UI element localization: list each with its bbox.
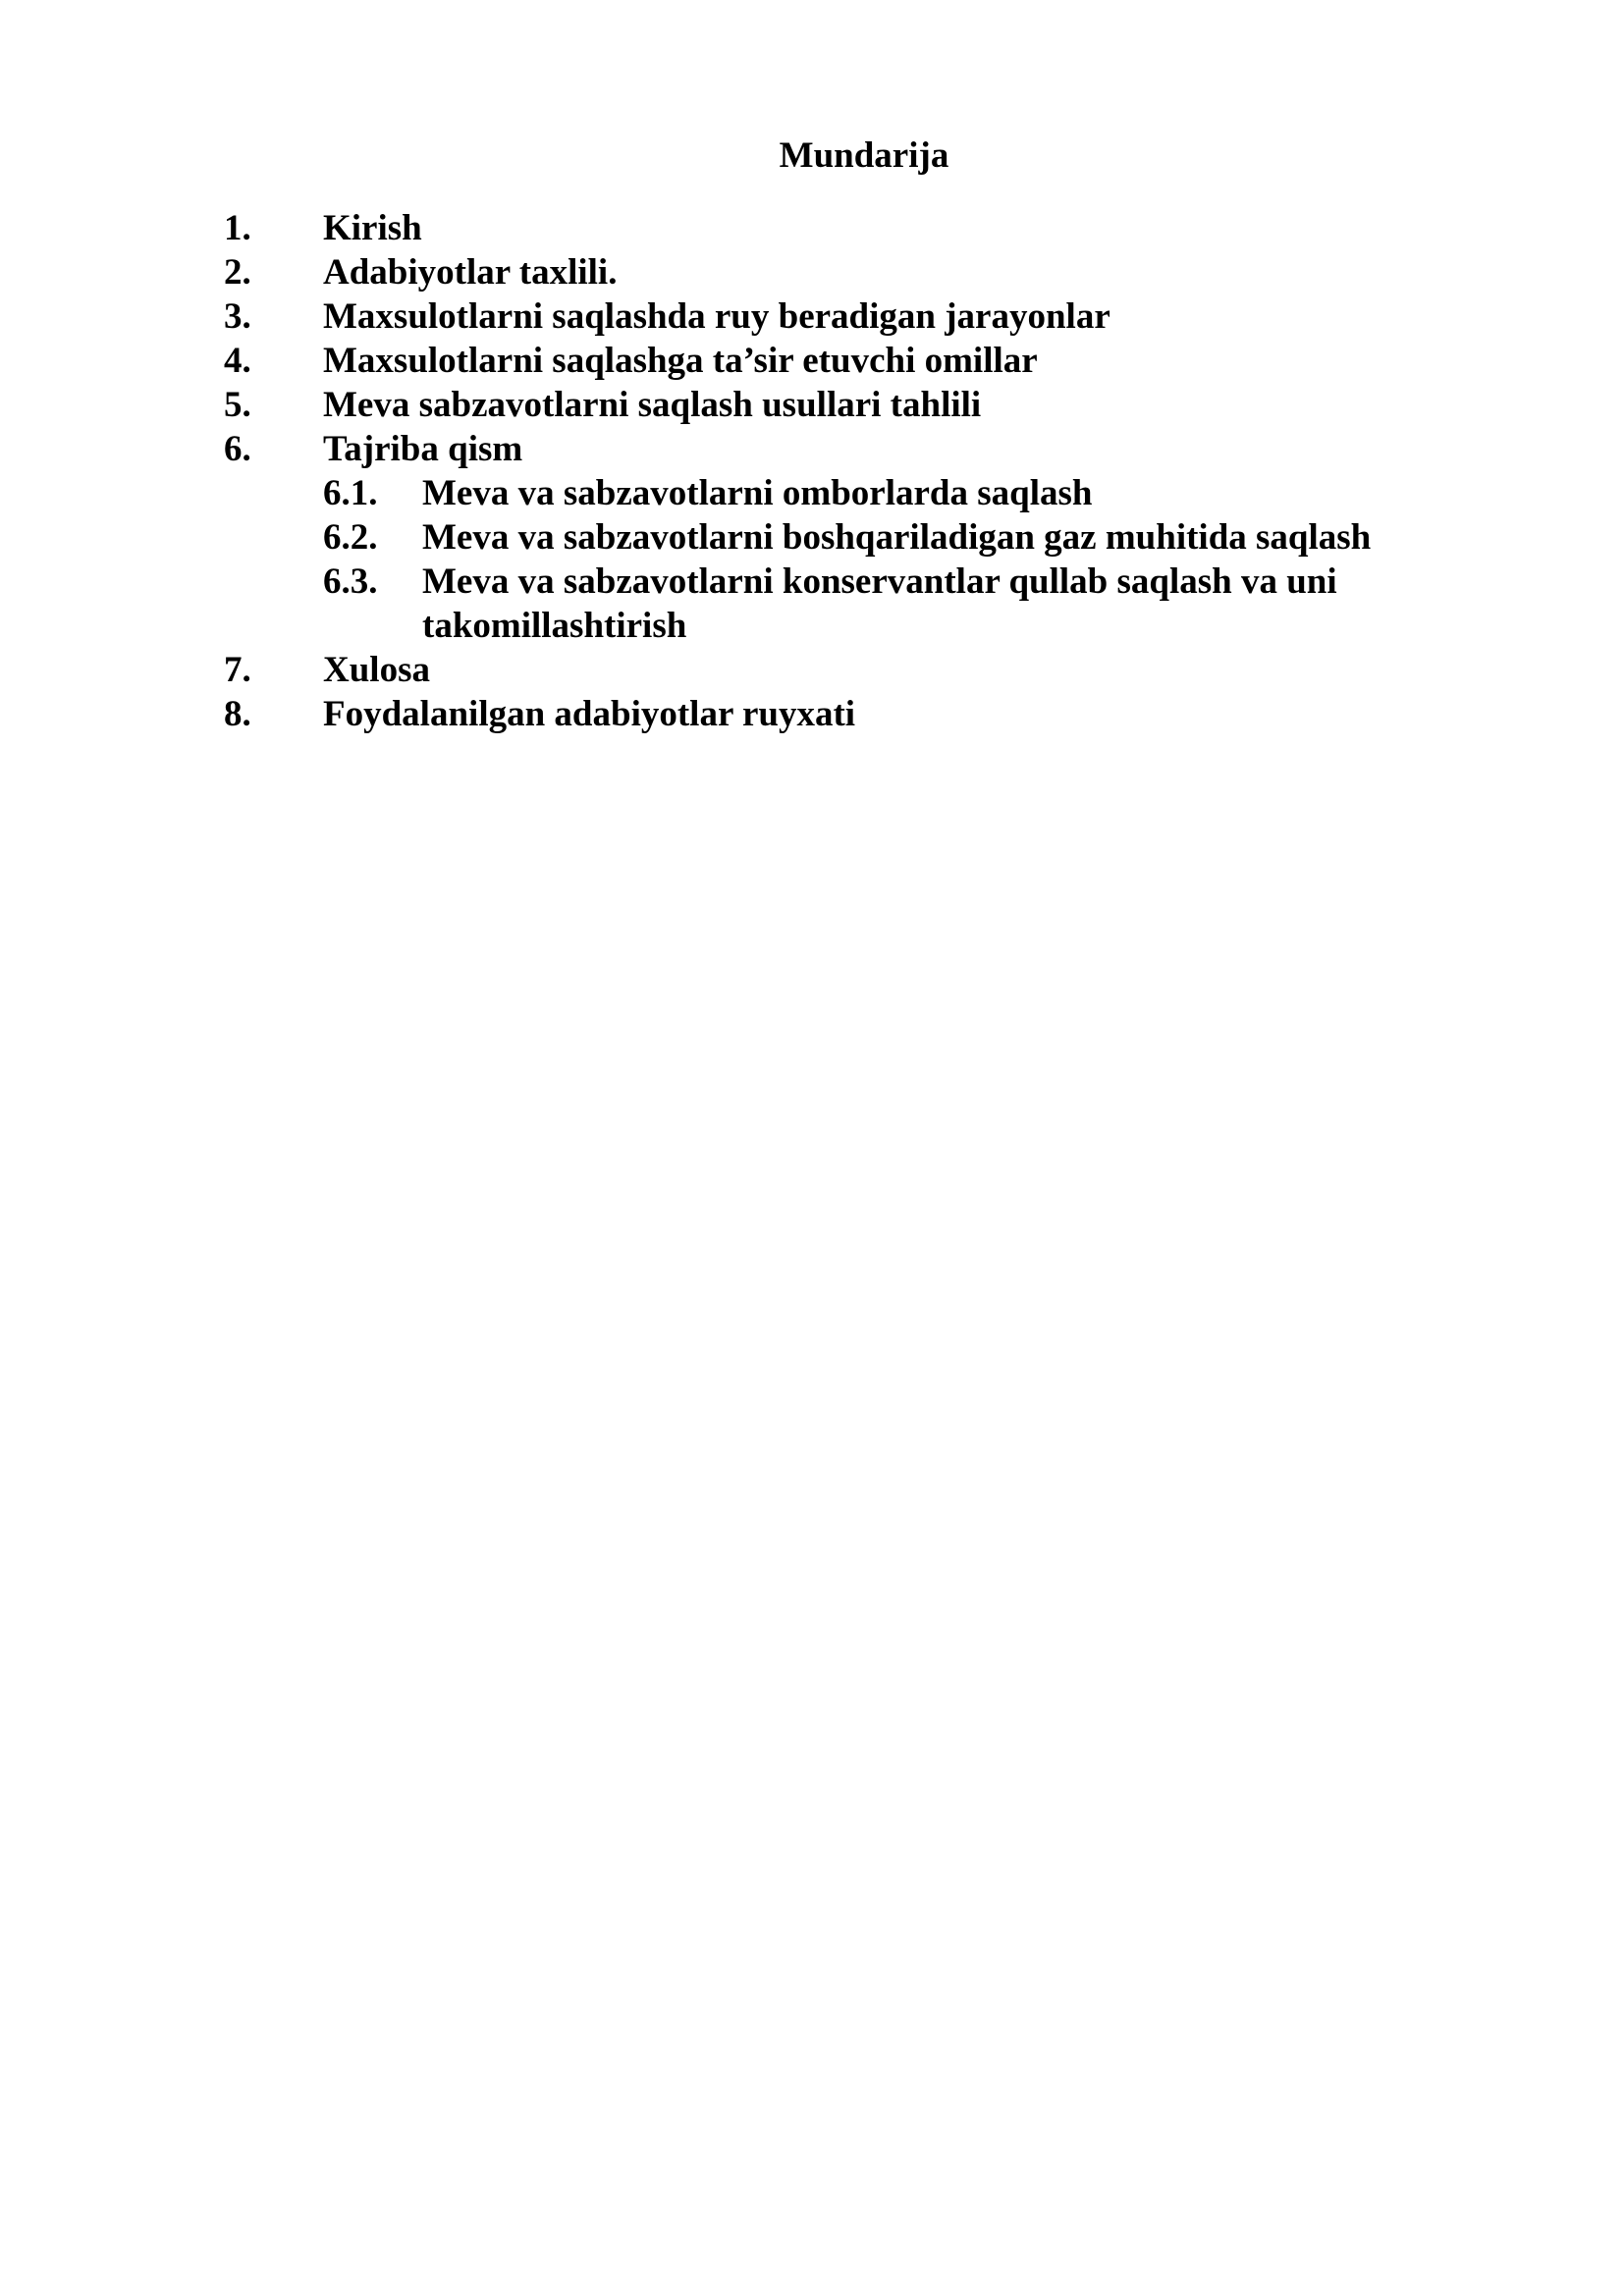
toc-item-number: 6.1. — [323, 473, 378, 513]
toc-item-title: Kirish — [323, 208, 422, 248]
toc-item-title: Tajriba qism — [323, 429, 523, 469]
toc-item-number: 6. — [224, 429, 251, 469]
toc-item-title: Maxsulotlarni saqlashga ta’sir etuvchi omillar — [323, 341, 1038, 381]
toc-item — [0, 427, 1624, 471]
toc-item-title: Meva sabzavotlarni saqlash usullari tahlili — [323, 385, 982, 425]
toc-item — [0, 383, 1624, 427]
toc-item-number: 3. — [224, 296, 251, 337]
toc-item-number: 5. — [224, 385, 251, 425]
toc-item-number: 6.3. — [323, 561, 378, 602]
toc-item-number: 7. — [224, 650, 251, 690]
toc-subitem — [0, 471, 1624, 515]
toc-item-title: Xulosa — [323, 650, 430, 690]
toc-item-title: Meva va sabzavotlarni boshqariladigan gaz muhitida saqlash — [422, 517, 1372, 558]
toc-subitem — [0, 515, 1624, 560]
toc-item — [0, 692, 1624, 736]
toc-item-title: Meva va sabzavotlarni omborlarda saqlash — [422, 473, 1093, 513]
toc-item-title: Adabiyotlar taxlili. — [323, 252, 618, 293]
toc-item-title: Foydalanilgan adabiyotlar ruyxati — [323, 694, 856, 734]
page-title: Mundarija — [779, 135, 949, 176]
toc-item — [0, 206, 1624, 250]
toc-item-title: Maxsulotlarni saqlashda ruy beradigan jarayonlar — [323, 296, 1110, 337]
toc-item-number: 4. — [224, 341, 251, 381]
toc-item-number: 2. — [224, 252, 251, 293]
toc-item-number: 6.2. — [323, 517, 378, 558]
toc-subitem — [0, 560, 1624, 648]
toc-item-title: Meva va sabzavotlarni konservantlar qullab saqlash va uni takomillashtirish — [422, 561, 1337, 646]
toc-item — [0, 250, 1624, 294]
toc-item — [0, 339, 1624, 383]
toc-item — [0, 294, 1624, 339]
table-of-contents — [0, 206, 1624, 736]
toc-item-number: 1. — [224, 208, 251, 248]
toc-item-number: 8. — [224, 694, 251, 734]
toc-item — [0, 648, 1624, 692]
